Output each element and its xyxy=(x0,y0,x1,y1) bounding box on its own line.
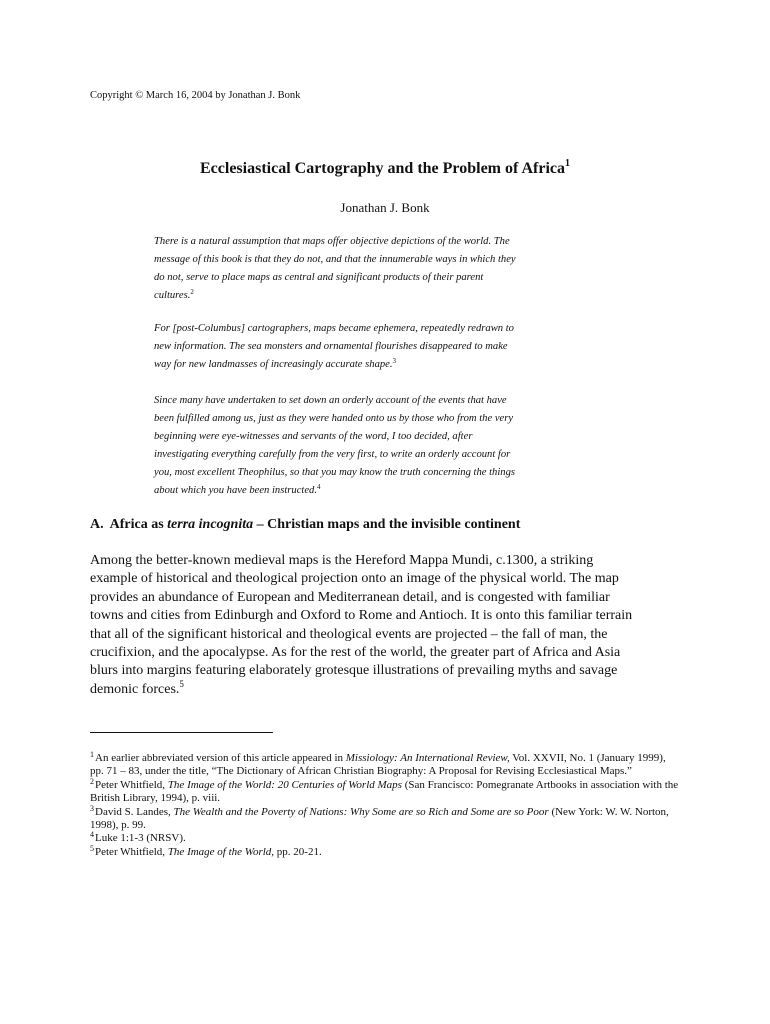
footnote-number: 1 xyxy=(90,750,94,759)
footnote-title: Missiology: An International Review, xyxy=(345,752,510,764)
quote-line: beginning were eye-witnesses and servants of the word, I too decided, after xyxy=(154,431,473,442)
quote-line: do not, serve to place maps as central and significant products of their parent xyxy=(154,272,484,283)
epigraph-quote-3 xyxy=(154,392,594,500)
quote-line: you, most excellent Theophilus, so that you may know the truth concerning the things xyxy=(154,467,516,478)
epigraph-quote-1 xyxy=(154,233,594,305)
footnotes xyxy=(90,752,680,859)
quote-line: investigating everything carefully from the very first, to write an orderly account for xyxy=(154,449,511,460)
footnote-text: (New York: W. W. Norton, 1998), p. 99. xyxy=(90,805,669,832)
body-line: towns and cities from Edinburgh and Oxford to Rome and Antioch. It is onto this familiar terrain xyxy=(90,608,633,624)
footnote-number: 5 xyxy=(90,843,94,853)
footnote-text: David S. Landes, xyxy=(95,805,174,818)
body-line: crucifixion, and the apocalypse. As for the rest of the world, the greater part of Africa and Asia xyxy=(90,645,621,661)
body-line: provides an abundance of European and Mediterranean detail, and is congested with familiar xyxy=(90,589,610,605)
quote-line-text: about which you have been instructed. xyxy=(154,485,317,496)
quote-line xyxy=(154,356,594,374)
footnote-number: 4 xyxy=(90,830,94,840)
footnote-text: An earlier abbreviated version of this article appeared in xyxy=(95,752,346,764)
body-line-text: demonic forces. xyxy=(90,681,180,697)
quote-line: There is a natural assumption that maps offer objective depictions of the world. The xyxy=(154,236,510,247)
quote-line xyxy=(154,482,594,500)
footnote-4 xyxy=(90,832,680,845)
footnote-2 xyxy=(90,776,680,806)
body-line xyxy=(90,678,690,699)
footnote-text: Peter Whitfield, xyxy=(95,778,168,791)
footnote-ref[interactable]: 4 xyxy=(317,483,321,491)
footnote-title: The Image of the World, xyxy=(167,845,275,858)
quote-line: new information. The sea monsters and ornamental flourishes disappeared to make xyxy=(154,341,508,352)
body-line: blurs into margins featuring elaborately grotesque illustrations of prevailing myths and savage xyxy=(90,663,618,679)
footnote-text: Peter Whitfield, xyxy=(95,845,168,858)
footnote-title: The Image of the World: 20 Centuries of World Maps xyxy=(167,778,402,791)
copyright-notice: Copyright © March 16, 2004 by Jonathan J. Bonk xyxy=(90,90,301,101)
footnote-divider xyxy=(90,732,273,733)
footnote-ref[interactable]: 2 xyxy=(190,288,194,296)
footnote-number: 3 xyxy=(90,803,94,813)
footnote-1 xyxy=(90,752,680,779)
title-text: Ecclesiastical Cartography and the Problem of Africa xyxy=(200,160,565,177)
footnote-text: Vol. XXVII, No. 1 (January 1999), pp. 71 – 83, under the title, “The Dictionary of African Christian Biography: A Proposal for Revising Ecclesiastical Maps.” xyxy=(90,752,666,778)
section-label: A. xyxy=(90,517,104,532)
footnote-3 xyxy=(90,803,680,833)
footnote-5 xyxy=(90,843,680,859)
footnote-text: (San Francisco: Pomegranate Artbooks in association with the British Library, 1994), p. viii. xyxy=(90,778,679,805)
footnote-title: The Wealth and the Poverty of Nations: Why Some are so Rich and Some are so Poor xyxy=(173,805,549,818)
footnote-number: 2 xyxy=(90,776,94,786)
quote-line: been fulfilled among us, just as they were handed onto us by those who from the very xyxy=(154,413,514,424)
section-heading-prefix: Africa as xyxy=(109,517,168,532)
quote-line: For [post-Columbus] cartographers, maps became ephemera, repeatedly redrawn to xyxy=(154,323,514,334)
footnote-ref[interactable]: 3 xyxy=(392,357,397,365)
section-heading-italic: terra incognita xyxy=(167,517,254,532)
body-paragraph xyxy=(90,552,690,699)
footnote-ref[interactable]: 5 xyxy=(179,678,184,689)
quote-line-text: way for new landmasses of increasingly accurate shape. xyxy=(154,359,393,370)
body-line: that all of the significant historical and theological events are projected – the fall of man, the xyxy=(90,626,608,642)
quote-line-text: cultures. xyxy=(154,290,191,301)
article-title xyxy=(0,158,770,180)
quote-line: Since many have undertaken to set down an orderly account of the events that have xyxy=(154,395,507,406)
quote-line xyxy=(154,287,594,305)
epigraph-quote-2 xyxy=(154,320,594,374)
section-heading-suffix: – Christian maps and the invisible continent xyxy=(253,517,521,532)
section-heading xyxy=(90,516,520,534)
quote-line: message of this book is that they do not, and that the innumerable ways in which they xyxy=(154,254,516,265)
footnote-text: pp. 20-21. xyxy=(274,845,322,858)
body-line: example of historical and theological projection onto an image of the physical world. The map xyxy=(90,571,619,587)
title-footnote-ref[interactable]: 1 xyxy=(564,158,570,169)
author-name: Jonathan J. Bonk xyxy=(340,200,430,215)
body-line: Among the better-known medieval maps is the Hereford Mappa Mundi, c.1300, a striking xyxy=(90,553,594,568)
footnote-text: Luke 1:1-3 (NRSV). xyxy=(95,832,186,845)
